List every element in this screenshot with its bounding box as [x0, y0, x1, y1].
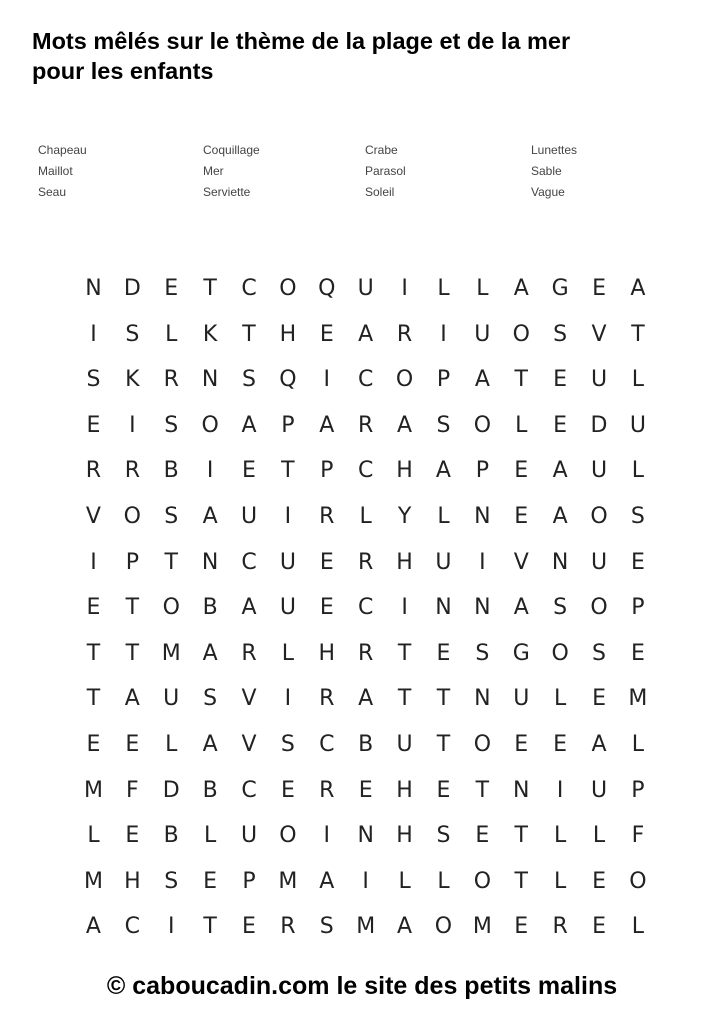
- word-item: Crabe: [365, 143, 398, 157]
- grid-letter[interactable]: T: [203, 914, 217, 940]
- grid-letter[interactable]: O: [395, 367, 414, 393]
- grid-letter[interactable]: N: [85, 276, 102, 301]
- grid-letter[interactable]: U: [357, 276, 374, 301]
- grid-letter[interactable]: T: [514, 823, 528, 849]
- grid-letter[interactable]: E: [319, 549, 334, 575]
- word-list-column: [203, 140, 260, 203]
- grid-letter[interactable]: E: [164, 276, 179, 301]
- grid-letter[interactable]: I: [556, 777, 564, 803]
- grid-letter[interactable]: P: [125, 549, 139, 575]
- grid-row: [74, 912, 657, 958]
- grid-letter[interactable]: I: [479, 549, 486, 575]
- grid-letter[interactable]: U: [590, 777, 608, 803]
- word-item: Vague: [531, 185, 565, 199]
- grid-letter[interactable]: E: [436, 777, 451, 803]
- grid-letter[interactable]: B: [202, 595, 218, 621]
- grid-letter[interactable]: C: [124, 914, 141, 940]
- grid-letter[interactable]: T: [242, 321, 256, 347]
- grid-letter[interactable]: N: [551, 549, 569, 575]
- grid-letter[interactable]: U: [590, 458, 608, 484]
- grid-letter[interactable]: K: [125, 367, 140, 393]
- grid-letter[interactable]: M: [83, 777, 103, 803]
- word-item: Parasol: [365, 164, 406, 178]
- grid-letter[interactable]: L: [437, 503, 450, 529]
- grid-letter[interactable]: E: [553, 367, 568, 393]
- grid-letter[interactable]: L: [554, 686, 567, 712]
- grid-letter[interactable]: A: [241, 595, 257, 621]
- grid-letter[interactable]: N: [435, 595, 452, 621]
- word-item: Lunettes: [531, 143, 578, 157]
- grid-letter[interactable]: A: [124, 686, 140, 712]
- grid-letter[interactable]: T: [281, 458, 295, 484]
- grid-letter[interactable]: O: [201, 412, 219, 438]
- grid-letter[interactable]: H: [396, 458, 413, 484]
- grid-letter[interactable]: U: [590, 549, 608, 575]
- grid-letter[interactable]: E: [280, 777, 295, 803]
- grid-letter[interactable]: B: [163, 823, 179, 849]
- grid-letter[interactable]: A: [85, 914, 101, 940]
- grid-letter[interactable]: E: [514, 914, 529, 940]
- word-item: Sable: [531, 164, 562, 178]
- grid-letter[interactable]: K: [202, 321, 218, 347]
- grid-letter[interactable]: L: [398, 868, 411, 894]
- grid-letter[interactable]: E: [125, 823, 140, 849]
- grid-letter[interactable]: U: [396, 731, 413, 757]
- grid-letter[interactable]: A: [513, 595, 529, 621]
- grid-letter[interactable]: D: [162, 777, 180, 803]
- grid-letter[interactable]: P: [631, 777, 645, 803]
- grid-row: [74, 456, 657, 502]
- grid-letter[interactable]: E: [514, 458, 529, 484]
- grid-letter[interactable]: C: [241, 777, 257, 803]
- grid-letter[interactable]: N: [357, 823, 374, 849]
- grid-letter[interactable]: A: [630, 276, 646, 301]
- grid-letter[interactable]: T: [514, 868, 528, 894]
- grid-letter[interactable]: E: [319, 595, 334, 621]
- grid-letter[interactable]: N: [513, 777, 530, 803]
- grid-letter[interactable]: H: [396, 777, 413, 803]
- word-item: Chapeau: [38, 143, 87, 157]
- grid-letter[interactable]: I: [401, 276, 408, 301]
- grid-letter[interactable]: U: [474, 321, 491, 347]
- grid-letter[interactable]: F: [631, 823, 645, 849]
- grid-letter[interactable]: L: [631, 914, 645, 940]
- grid-letter[interactable]: A: [552, 458, 568, 484]
- word-item: Maillot: [38, 164, 73, 178]
- grid-letter[interactable]: I: [90, 549, 97, 575]
- word-item: Mer: [203, 164, 224, 178]
- grid-letter[interactable]: O: [434, 914, 453, 940]
- word-list-column: [531, 140, 577, 203]
- grid-letter[interactable]: P: [281, 412, 295, 438]
- grid-letter[interactable]: V: [241, 731, 257, 757]
- grid-letter[interactable]: T: [514, 367, 528, 393]
- word-item: Soleil: [365, 185, 395, 199]
- grid-letter[interactable]: A: [513, 276, 529, 301]
- page-title-line-1: Mots mêlés sur le thème de la plage et de la mer: [32, 28, 571, 54]
- grid-letter[interactable]: A: [319, 868, 335, 894]
- grid-letter[interactable]: T: [475, 777, 490, 803]
- grid-row: [74, 365, 657, 411]
- grid-letter[interactable]: E: [553, 731, 568, 757]
- grid-letter[interactable]: E: [592, 868, 606, 894]
- grid-letter[interactable]: S: [242, 367, 256, 393]
- grid-letter[interactable]: R: [552, 914, 568, 940]
- grid-letter[interactable]: O: [473, 731, 492, 757]
- grid-letter[interactable]: L: [165, 321, 178, 347]
- grid-letter[interactable]: S: [436, 823, 451, 849]
- grid-letter[interactable]: S: [280, 731, 295, 757]
- grid-letter[interactable]: C: [241, 549, 257, 575]
- grid-letter[interactable]: T: [397, 686, 412, 712]
- grid-letter[interactable]: Y: [397, 503, 412, 529]
- grid-letter[interactable]: O: [162, 595, 180, 621]
- grid-letter[interactable]: N: [201, 367, 219, 393]
- word-list-column: [38, 140, 87, 203]
- grid-letter[interactable]: I: [90, 321, 97, 347]
- grid-letter[interactable]: M: [161, 640, 181, 666]
- grid-letter[interactable]: V: [591, 321, 607, 347]
- grid-letter[interactable]: E: [86, 731, 101, 757]
- grid-letter[interactable]: V: [241, 686, 257, 712]
- grid-letter[interactable]: E: [553, 412, 568, 438]
- grid-letter[interactable]: O: [512, 321, 530, 347]
- grid-letter[interactable]: A: [397, 914, 413, 940]
- grid-row: [74, 502, 657, 548]
- grid-letter[interactable]: T: [164, 549, 178, 575]
- grid-row: [74, 593, 657, 639]
- grid-letter[interactable]: B: [202, 777, 218, 803]
- grid-letter[interactable]: M: [83, 868, 103, 894]
- grid-letter[interactable]: E: [319, 321, 334, 347]
- grid-letter[interactable]: E: [630, 640, 645, 666]
- grid-letter[interactable]: T: [436, 686, 451, 712]
- grid-letter[interactable]: C: [357, 595, 374, 621]
- grid-letter[interactable]: O: [590, 595, 608, 621]
- grid-letter[interactable]: A: [552, 503, 568, 529]
- grid-letter[interactable]: R: [85, 458, 102, 484]
- grid-row: [74, 867, 657, 913]
- grid-letter[interactable]: U: [590, 367, 608, 393]
- grid-letter[interactable]: I: [440, 321, 447, 347]
- grid-letter[interactable]: I: [284, 686, 292, 712]
- grid-letter[interactable]: D: [123, 276, 141, 301]
- grid-letter[interactable]: E: [592, 914, 606, 940]
- grid-letter[interactable]: L: [359, 503, 372, 529]
- grid-letter[interactable]: H: [318, 640, 336, 666]
- grid-letter[interactable]: M: [356, 914, 376, 940]
- grid-letter[interactable]: M: [278, 868, 298, 894]
- grid-row: [74, 274, 657, 320]
- grid-letter[interactable]: F: [126, 777, 139, 803]
- grid-letter[interactable]: A: [358, 321, 374, 347]
- grid-letter[interactable]: E: [242, 458, 256, 484]
- grid-letter[interactable]: C: [319, 731, 335, 757]
- grid-letter[interactable]: I: [323, 367, 331, 393]
- grid-letter[interactable]: R: [163, 367, 179, 393]
- grid-letter[interactable]: H: [396, 549, 413, 575]
- grid-letter[interactable]: T: [203, 276, 217, 301]
- grid-letter[interactable]: I: [284, 503, 292, 529]
- grid-letter[interactable]: E: [358, 777, 373, 803]
- grid-row: [74, 320, 657, 366]
- grid-letter[interactable]: P: [631, 595, 645, 621]
- grid-letter[interactable]: D: [590, 412, 608, 438]
- grid-letter[interactable]: O: [123, 503, 141, 529]
- grid-letter[interactable]: L: [87, 823, 100, 849]
- grid-letter[interactable]: T: [125, 640, 140, 666]
- grid-letter[interactable]: S: [630, 503, 645, 529]
- grid-letter[interactable]: L: [554, 868, 567, 894]
- grid-letter[interactable]: R: [319, 503, 335, 529]
- grid-letter[interactable]: E: [86, 595, 101, 621]
- grid-letter[interactable]: B: [358, 731, 374, 757]
- grid-letter[interactable]: U: [240, 503, 258, 529]
- grid-letter[interactable]: O: [473, 868, 492, 894]
- grid-letter[interactable]: S: [436, 412, 451, 438]
- grid-row: [74, 411, 657, 457]
- grid-letter[interactable]: N: [474, 595, 491, 621]
- grid-letter[interactable]: S: [164, 412, 179, 438]
- grid-letter[interactable]: G: [551, 276, 569, 301]
- grid-letter[interactable]: E: [86, 412, 101, 438]
- grid-letter[interactable]: S: [553, 321, 568, 347]
- grid-letter[interactable]: I: [401, 595, 408, 621]
- grid-letter[interactable]: E: [592, 276, 606, 301]
- grid-letter[interactable]: N: [474, 686, 491, 712]
- grid-row: [74, 776, 657, 822]
- grid-letter[interactable]: Q: [279, 367, 297, 393]
- grid-letter[interactable]: S: [319, 914, 334, 940]
- grid-letter[interactable]: O: [279, 823, 297, 849]
- grid-letter[interactable]: L: [165, 731, 178, 757]
- grid-letter[interactable]: L: [437, 868, 450, 894]
- grid-letter[interactable]: T: [397, 640, 412, 666]
- grid-letter[interactable]: U: [279, 595, 296, 621]
- grid-letter[interactable]: H: [124, 868, 141, 894]
- grid-letter[interactable]: H: [279, 321, 297, 347]
- grid-letter[interactable]: E: [242, 914, 256, 940]
- grid-letter[interactable]: R: [124, 458, 140, 484]
- grid-letter[interactable]: P: [320, 458, 334, 484]
- word-list-column: [365, 140, 406, 203]
- grid-letter[interactable]: U: [279, 549, 296, 575]
- grid-letter[interactable]: L: [592, 823, 606, 849]
- grid-letter[interactable]: P: [436, 367, 451, 393]
- grid-letter[interactable]: C: [357, 367, 374, 393]
- grid-letter[interactable]: S: [592, 640, 606, 666]
- grid-letter[interactable]: U: [435, 549, 452, 575]
- grid-letter[interactable]: O: [551, 640, 569, 666]
- grid-letter[interactable]: I: [206, 458, 214, 484]
- grid-letter[interactable]: Q: [318, 276, 336, 301]
- grid-letter[interactable]: O: [473, 412, 492, 438]
- grid-row: [74, 730, 657, 776]
- footer-credit: [0, 970, 724, 1002]
- grid-letter[interactable]: N: [201, 549, 219, 575]
- grid-row: [74, 548, 657, 594]
- grid-letter[interactable]: T: [631, 321, 645, 347]
- grid-letter[interactable]: L: [515, 412, 528, 438]
- grid-letter[interactable]: A: [202, 640, 218, 666]
- grid-letter[interactable]: G: [512, 640, 530, 666]
- grid-letter[interactable]: B: [163, 458, 179, 484]
- grid-letter[interactable]: R: [358, 412, 374, 438]
- grid-letter[interactable]: C: [357, 458, 374, 484]
- grid-letter[interactable]: I: [323, 823, 331, 849]
- grid-letter[interactable]: E: [125, 731, 140, 757]
- grid-letter[interactable]: A: [591, 731, 607, 757]
- grid-letter[interactable]: P: [242, 868, 256, 894]
- grid-letter[interactable]: R: [319, 686, 335, 712]
- grid-letter[interactable]: E: [514, 731, 529, 757]
- grid-letter[interactable]: M: [628, 686, 648, 712]
- grid-letter[interactable]: E: [630, 549, 645, 575]
- grid-letter[interactable]: I: [362, 868, 369, 894]
- grid-letter[interactable]: H: [396, 823, 413, 849]
- grid-letter[interactable]: I: [167, 914, 175, 940]
- grid-row: [74, 684, 657, 730]
- grid-letter[interactable]: V: [513, 549, 529, 575]
- grid-letter[interactable]: L: [476, 276, 489, 301]
- grid-letter[interactable]: V: [85, 503, 101, 529]
- grid-letter[interactable]: S: [164, 868, 179, 894]
- footer-credit-text: © caboucadin.com le site des petits malins: [106, 972, 618, 1000]
- grid-letter[interactable]: A: [435, 458, 451, 484]
- word-item: Coquillage: [203, 143, 260, 157]
- grid-letter[interactable]: L: [203, 823, 217, 849]
- grid-letter[interactable]: E: [592, 686, 606, 712]
- grid-letter[interactable]: L: [554, 823, 567, 849]
- page-title: [32, 26, 712, 86]
- grid-letter[interactable]: R: [358, 640, 374, 666]
- grid-letter[interactable]: E: [475, 823, 490, 849]
- grid-letter[interactable]: E: [203, 868, 218, 894]
- grid-letter[interactable]: R: [280, 914, 296, 940]
- grid-letter[interactable]: U: [163, 686, 180, 712]
- grid-letter[interactable]: R: [396, 321, 413, 347]
- grid-letter[interactable]: U: [513, 686, 530, 712]
- grid-letter[interactable]: O: [279, 276, 297, 301]
- grid-row: [74, 821, 657, 867]
- grid-letter[interactable]: A: [241, 412, 257, 438]
- word-item: Seau: [38, 185, 67, 199]
- grid-letter[interactable]: I: [129, 412, 136, 438]
- grid-letter[interactable]: E: [514, 503, 529, 529]
- grid-letter[interactable]: N: [474, 503, 491, 529]
- grid-letter[interactable]: S: [553, 595, 568, 621]
- grid-letter[interactable]: S: [164, 503, 179, 529]
- grid-letter[interactable]: L: [631, 731, 645, 757]
- grid-letter[interactable]: T: [436, 731, 451, 757]
- grid-letter[interactable]: R: [319, 777, 335, 803]
- word-item: Serviette: [203, 185, 251, 199]
- grid-letter[interactable]: M: [472, 914, 492, 940]
- grid-letter[interactable]: A: [397, 412, 413, 438]
- page-title-line-2: pour les enfants: [32, 58, 214, 84]
- grid-letter[interactable]: E: [436, 640, 451, 666]
- grid-letter[interactable]: S: [475, 640, 490, 666]
- grid-letter[interactable]: A: [474, 367, 490, 393]
- grid-letter[interactable]: S: [86, 367, 101, 393]
- grid-letter[interactable]: U: [629, 412, 646, 438]
- grid-letter[interactable]: T: [86, 686, 101, 712]
- grid-row: [74, 639, 657, 685]
- grid-letter[interactable]: R: [358, 549, 374, 575]
- letter-grid: [74, 274, 657, 958]
- grid-letter[interactable]: R: [241, 640, 257, 666]
- grid-letter[interactable]: A: [202, 731, 218, 757]
- grid-letter[interactable]: A: [319, 412, 335, 438]
- grid-letter[interactable]: A: [202, 503, 218, 529]
- grid-letter[interactable]: P: [475, 458, 489, 484]
- grid-letter[interactable]: L: [631, 458, 645, 484]
- grid-letter[interactable]: T: [86, 640, 101, 666]
- grid-letter[interactable]: S: [125, 321, 140, 347]
- grid-letter[interactable]: O: [629, 868, 647, 894]
- grid-letter[interactable]: L: [631, 367, 645, 393]
- grid-letter[interactable]: L: [437, 276, 450, 301]
- grid-letter[interactable]: T: [125, 595, 140, 621]
- grid-letter[interactable]: L: [281, 640, 295, 666]
- grid-letter[interactable]: U: [240, 823, 258, 849]
- grid-letter[interactable]: S: [203, 686, 218, 712]
- grid-letter[interactable]: A: [358, 686, 374, 712]
- grid-letter[interactable]: C: [241, 276, 257, 301]
- grid-letter[interactable]: O: [590, 503, 608, 529]
